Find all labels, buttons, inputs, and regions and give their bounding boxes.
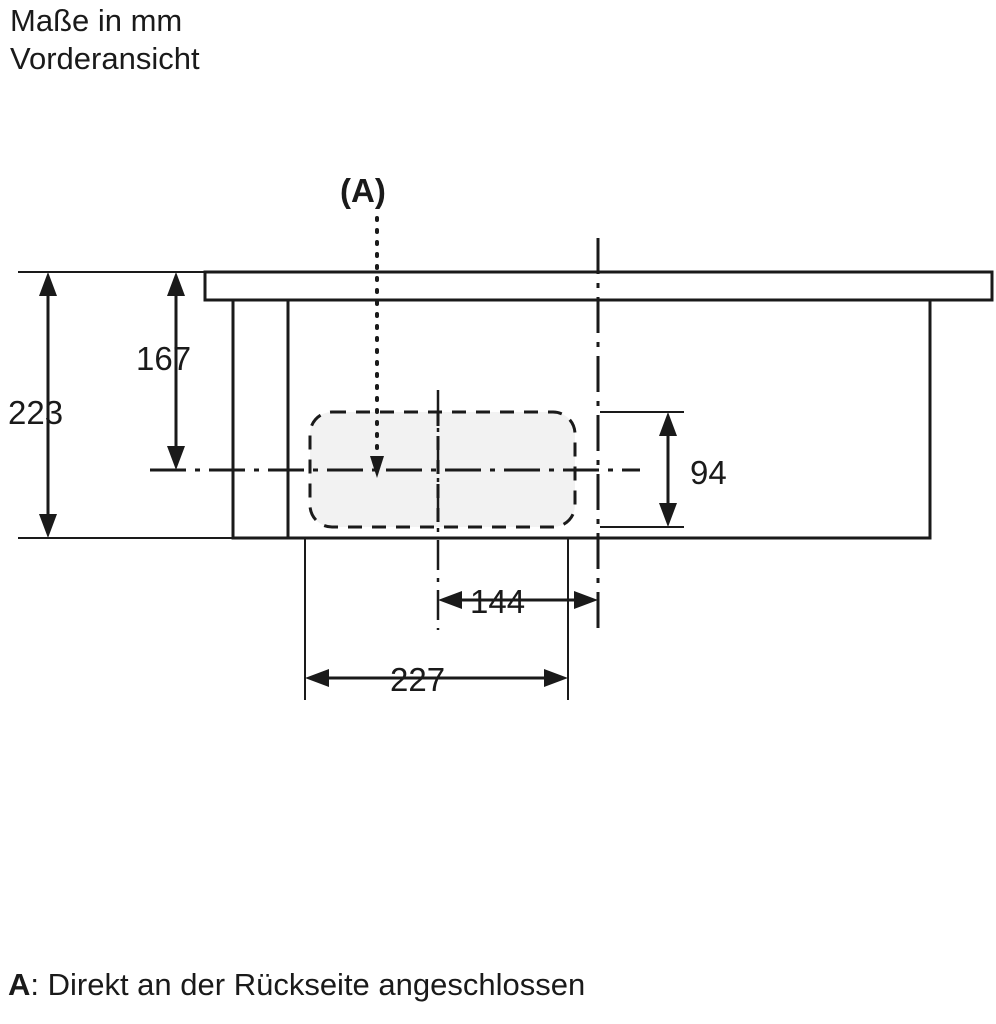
dimension-144-label: 144 — [470, 583, 526, 620]
dimension-167 — [136, 272, 191, 470]
dimension-227 — [305, 538, 568, 700]
dimension-167-label: 167 — [136, 340, 192, 377]
dimension-144 — [438, 583, 598, 620]
page-title-line2: Vorderansicht — [10, 41, 200, 76]
dimension-94-label: 94 — [690, 454, 727, 491]
footnote-text: : Direkt an der Rückseite angeschlossen — [30, 967, 586, 1002]
page-title-line1: Maße in mm — [10, 3, 183, 38]
dimension-223 — [8, 272, 63, 538]
footnote — [8, 966, 585, 1004]
dimension-94 — [600, 412, 727, 527]
callout-label-a: (A) — [340, 172, 386, 209]
footnote-marker: A — [8, 967, 31, 1002]
dimension-223-label: 223 — [8, 394, 64, 431]
dimension-227-label: 227 — [390, 661, 446, 698]
